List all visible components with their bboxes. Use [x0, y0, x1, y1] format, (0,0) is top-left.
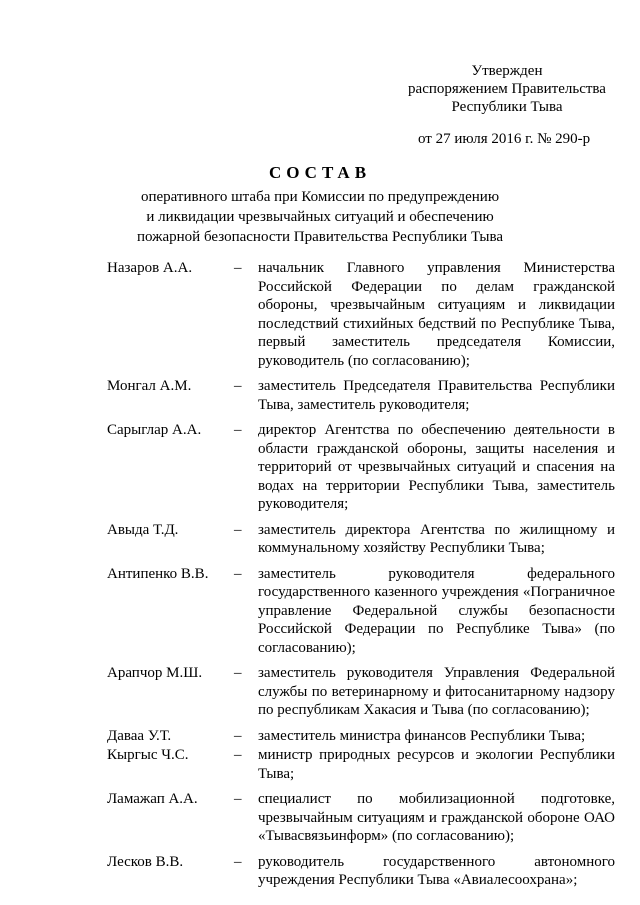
subtitle-line-3: пожарной безопасности Правительства Республики Тыва — [136, 229, 503, 245]
member-name: Авыда Т.Д. — [107, 521, 179, 538]
member-role: заместитель министра финансов Республики Тыва; — [258, 727, 586, 744]
member-name: Ламажап А.А. — [107, 791, 198, 807]
approval-line-order: распоряжением Правительства — [408, 81, 606, 97]
member-role: заместитель Председателя Правительства Республики Тыва, заместитель руководителя; — [258, 378, 615, 413]
member-dash: – — [234, 422, 242, 438]
members-list — [107, 259, 615, 897]
member-role: специалист по мобилизационной подготовке, чрезвычайным ситуациям и гражданской обороне ОАО «Тывасвязьинформ» (по согласованию); — [258, 791, 615, 844]
member-dash: – — [234, 378, 242, 394]
member-row — [107, 377, 615, 414]
approval-line-republic: Республики Тыва — [451, 99, 563, 115]
member-dash: – — [234, 853, 242, 870]
member-name: Даваа У.Т. — [107, 727, 172, 744]
member-row — [107, 746, 615, 783]
member-role: заместитель руководителя Управления Федеральной службы по ветеринарному и фитосанитарному надзору по республикам Хакасия и Тыва (по согласованию); — [258, 665, 615, 718]
member-role: руководитель государственного автономного учреждения Республики Тыва «Авиалесоохрана»; — [258, 853, 615, 888]
member-row — [107, 664, 615, 720]
member-name: Монгал А.М. — [107, 378, 192, 394]
approval-block — [392, 62, 622, 148]
member-dash: – — [234, 565, 242, 582]
approval-date: от 27 июля 2016 г. № 290-р — [418, 131, 591, 147]
member-row — [107, 421, 615, 514]
document-title: СОСТАВ — [268, 163, 372, 182]
member-row — [107, 727, 615, 746]
document-subtitle — [90, 187, 550, 247]
member-dash: – — [234, 747, 242, 763]
member-dash: – — [234, 727, 242, 744]
member-dash: – — [234, 521, 242, 538]
member-row — [107, 853, 615, 890]
member-row — [107, 565, 615, 658]
member-row — [107, 259, 615, 370]
member-name: Назаров А.А. — [107, 260, 193, 276]
member-dash: – — [234, 791, 242, 807]
member-name: Арапчор М.Ш. — [107, 665, 203, 681]
member-role: заместитель директора Агентства по жилищному и коммунальному хозяйству Республики Тыва; — [258, 521, 615, 556]
member-name: Лесков В.В. — [107, 853, 184, 870]
member-dash: – — [234, 260, 242, 276]
member-name: Кыргыс Ч.С. — [107, 747, 189, 763]
member-row — [107, 521, 615, 558]
subtitle-line-1: оперативного штаба при Комиссии по предупреждению — [140, 189, 500, 205]
subtitle-line-2: и ликвидации чрезвычайных ситуаций и обеспечению — [146, 209, 494, 225]
member-role: директор Агентства по обеспечению деятельности в области гражданской обороны, защиты населения и территорий от чрезвычайных ситуаций и спасения на водах на территории Республики Тыва, заместитель руководителя; — [258, 422, 615, 512]
approval-line-approved: Утвержден — [471, 63, 543, 79]
member-dash: – — [234, 665, 242, 681]
member-row — [107, 790, 615, 846]
member-role: начальник Главного управления Министерства Российской Федерации по делам гражданской обороны, чрезвычайным ситуациям и ликвидации последствий стихийных бедствий по Республике Тыва, первый заместитель председателя Комиссии, руководитель (по согласованию); — [258, 260, 615, 369]
member-role: министр природных ресурсов и экологии Республики Тыва; — [258, 747, 615, 782]
member-name: Сарыглар А.А. — [107, 422, 202, 438]
member-name: Антипенко В.В. — [107, 565, 209, 582]
member-role: заместитель руководителя федерального государственного казенного учреждения «Пограничное управление Федеральной службы безопасности Российской Федерации по Республике Тыва» (по согласованию); — [258, 565, 615, 656]
